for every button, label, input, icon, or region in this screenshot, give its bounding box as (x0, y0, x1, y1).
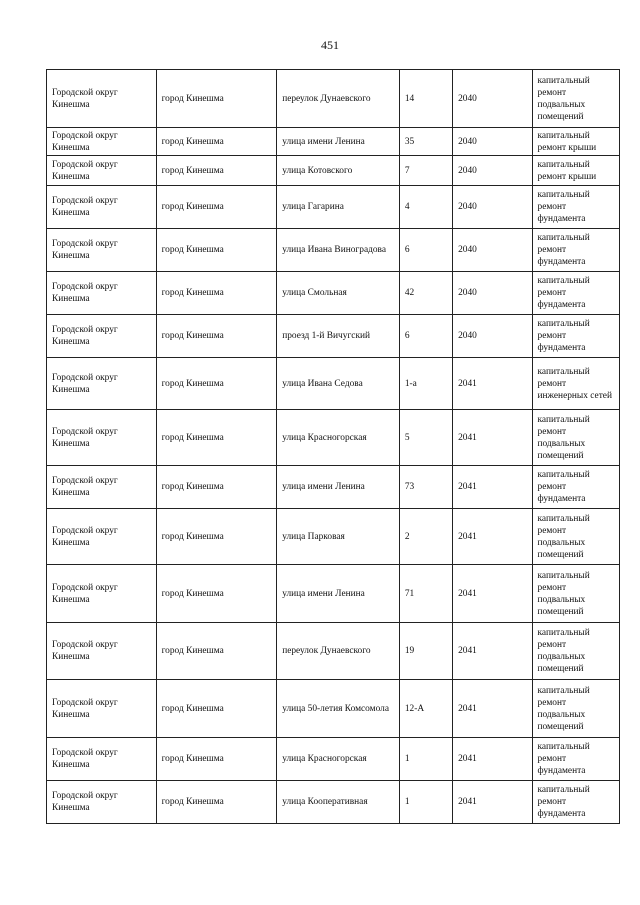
cell-city: город Кинешма (156, 272, 277, 315)
cell-city: город Кинешма (156, 70, 277, 128)
cell-district: Городской округ Кинешма (47, 781, 157, 824)
cell-district: Городской округ Кинешма (47, 186, 157, 229)
cell-district: Городской округ Кинешма (47, 358, 157, 410)
cell-city: город Кинешма (156, 466, 277, 509)
table-row (47, 781, 620, 824)
cell-year: 2040 (453, 128, 532, 156)
cell-city: город Кинешма (156, 128, 277, 156)
cell-house: 4 (399, 186, 452, 229)
cell-year: 2041 (453, 466, 532, 509)
cell-house: 19 (399, 623, 452, 680)
cell-house: 6 (399, 229, 452, 272)
cell-district: Городской округ Кинешма (47, 70, 157, 128)
cell-city: город Кинешма (156, 315, 277, 358)
repair-schedule-table (46, 69, 620, 824)
cell-city: город Кинешма (156, 358, 277, 410)
page-number: 451 (321, 38, 339, 52)
cell-house: 1 (399, 738, 452, 781)
cell-year: 2040 (453, 186, 532, 229)
cell-city: город Кинешма (156, 623, 277, 680)
cell-district: Городской округ Кинешма (47, 680, 157, 738)
cell-street: улица имени Ленина (277, 128, 400, 156)
table-row (47, 410, 620, 466)
cell-house: 42 (399, 272, 452, 315)
cell-city: город Кинешма (156, 738, 277, 781)
table-row (47, 358, 620, 410)
cell-house: 14 (399, 70, 452, 128)
cell-work-type: капитальный ремонт крыши (532, 128, 620, 156)
table-row (47, 623, 620, 680)
cell-house: 35 (399, 128, 452, 156)
cell-district: Городской округ Кинешма (47, 738, 157, 781)
cell-year: 2040 (453, 272, 532, 315)
cell-house: 7 (399, 156, 452, 186)
table-row (47, 186, 620, 229)
cell-work-type: капитальный ремонт крыши (532, 156, 620, 186)
cell-city: город Кинешма (156, 156, 277, 186)
cell-year: 2041 (453, 565, 532, 623)
cell-street: улица Гагарина (277, 186, 400, 229)
cell-street: улица Красногорская (277, 738, 400, 781)
cell-city: город Кинешма (156, 186, 277, 229)
cell-district: Городской округ Кинешма (47, 156, 157, 186)
cell-house: 1-а (399, 358, 452, 410)
cell-year: 2041 (453, 680, 532, 738)
cell-street: переулок Дунаевского (277, 623, 400, 680)
cell-house: 71 (399, 565, 452, 623)
cell-district: Городской округ Кинешма (47, 229, 157, 272)
cell-street: улица имени Ленина (277, 565, 400, 623)
cell-street: улица Ивана Седова (277, 358, 400, 410)
cell-house: 1 (399, 781, 452, 824)
cell-year: 2040 (453, 70, 532, 128)
table-row (47, 70, 620, 128)
cell-district: Городской округ Кинешма (47, 315, 157, 358)
cell-house: 5 (399, 410, 452, 466)
cell-district: Городской округ Кинешма (47, 623, 157, 680)
cell-work-type: капитальный ремонт подвальных помещений (532, 410, 620, 466)
cell-year: 2041 (453, 738, 532, 781)
cell-year: 2041 (453, 358, 532, 410)
cell-street: улица Смольная (277, 272, 400, 315)
cell-city: город Кинешма (156, 410, 277, 466)
cell-year: 2040 (453, 315, 532, 358)
cell-work-type: капитальный ремонт фундамента (532, 315, 620, 358)
cell-street: переулок Дунаевского (277, 70, 400, 128)
cell-house: 2 (399, 509, 452, 565)
cell-work-type: капитальный ремонт подвальных помещений (532, 565, 620, 623)
cell-work-type: капитальный ремонт подвальных помещений (532, 680, 620, 738)
cell-street: улица имени Ленина (277, 466, 400, 509)
cell-work-type: капитальный ремонт фундамента (532, 738, 620, 781)
cell-work-type: капитальный ремонт инженерных сетей (532, 358, 620, 410)
cell-work-type: капитальный ремонт подвальных помещений (532, 70, 620, 128)
cell-district: Городской округ Кинешма (47, 128, 157, 156)
cell-district: Городской округ Кинешма (47, 466, 157, 509)
cell-year: 2041 (453, 623, 532, 680)
table-row (47, 466, 620, 509)
cell-year: 2041 (453, 410, 532, 466)
cell-work-type: капитальный ремонт фундамента (532, 229, 620, 272)
cell-street: улица Красногорская (277, 410, 400, 466)
cell-city: город Кинешма (156, 509, 277, 565)
cell-year: 2040 (453, 156, 532, 186)
cell-year: 2041 (453, 509, 532, 565)
cell-year: 2041 (453, 781, 532, 824)
cell-work-type: капитальный ремонт фундамента (532, 781, 620, 824)
cell-city: город Кинешма (156, 565, 277, 623)
cell-city: город Кинешма (156, 781, 277, 824)
cell-house: 73 (399, 466, 452, 509)
table-row (47, 738, 620, 781)
cell-district: Городской округ Кинешма (47, 272, 157, 315)
cell-street: улица 50-летия Комсомола (277, 680, 400, 738)
cell-work-type: капитальный ремонт подвальных помещений (532, 623, 620, 680)
cell-work-type: капитальный ремонт фундамента (532, 186, 620, 229)
cell-house: 6 (399, 315, 452, 358)
cell-city: город Кинешма (156, 680, 277, 738)
cell-house: 12-А (399, 680, 452, 738)
cell-work-type: капитальный ремонт фундамента (532, 466, 620, 509)
cell-street: проезд 1-й Вичугский (277, 315, 400, 358)
table-row (47, 128, 620, 156)
cell-work-type: капитальный ремонт фундамента (532, 272, 620, 315)
cell-district: Городской округ Кинешма (47, 509, 157, 565)
cell-street: улица Парковая (277, 509, 400, 565)
table-row (47, 565, 620, 623)
table-row (47, 272, 620, 315)
cell-city: город Кинешма (156, 229, 277, 272)
cell-street: улица Котовского (277, 156, 400, 186)
table-row (47, 229, 620, 272)
cell-year: 2040 (453, 229, 532, 272)
cell-street: улица Кооперативная (277, 781, 400, 824)
table-row (47, 509, 620, 565)
cell-work-type: капитальный ремонт подвальных помещений (532, 509, 620, 565)
table-row (47, 315, 620, 358)
table-row (47, 156, 620, 186)
cell-district: Городской округ Кинешма (47, 565, 157, 623)
cell-district: Городской округ Кинешма (47, 410, 157, 466)
table-row (47, 680, 620, 738)
cell-street: улица Ивана Виноградова (277, 229, 400, 272)
